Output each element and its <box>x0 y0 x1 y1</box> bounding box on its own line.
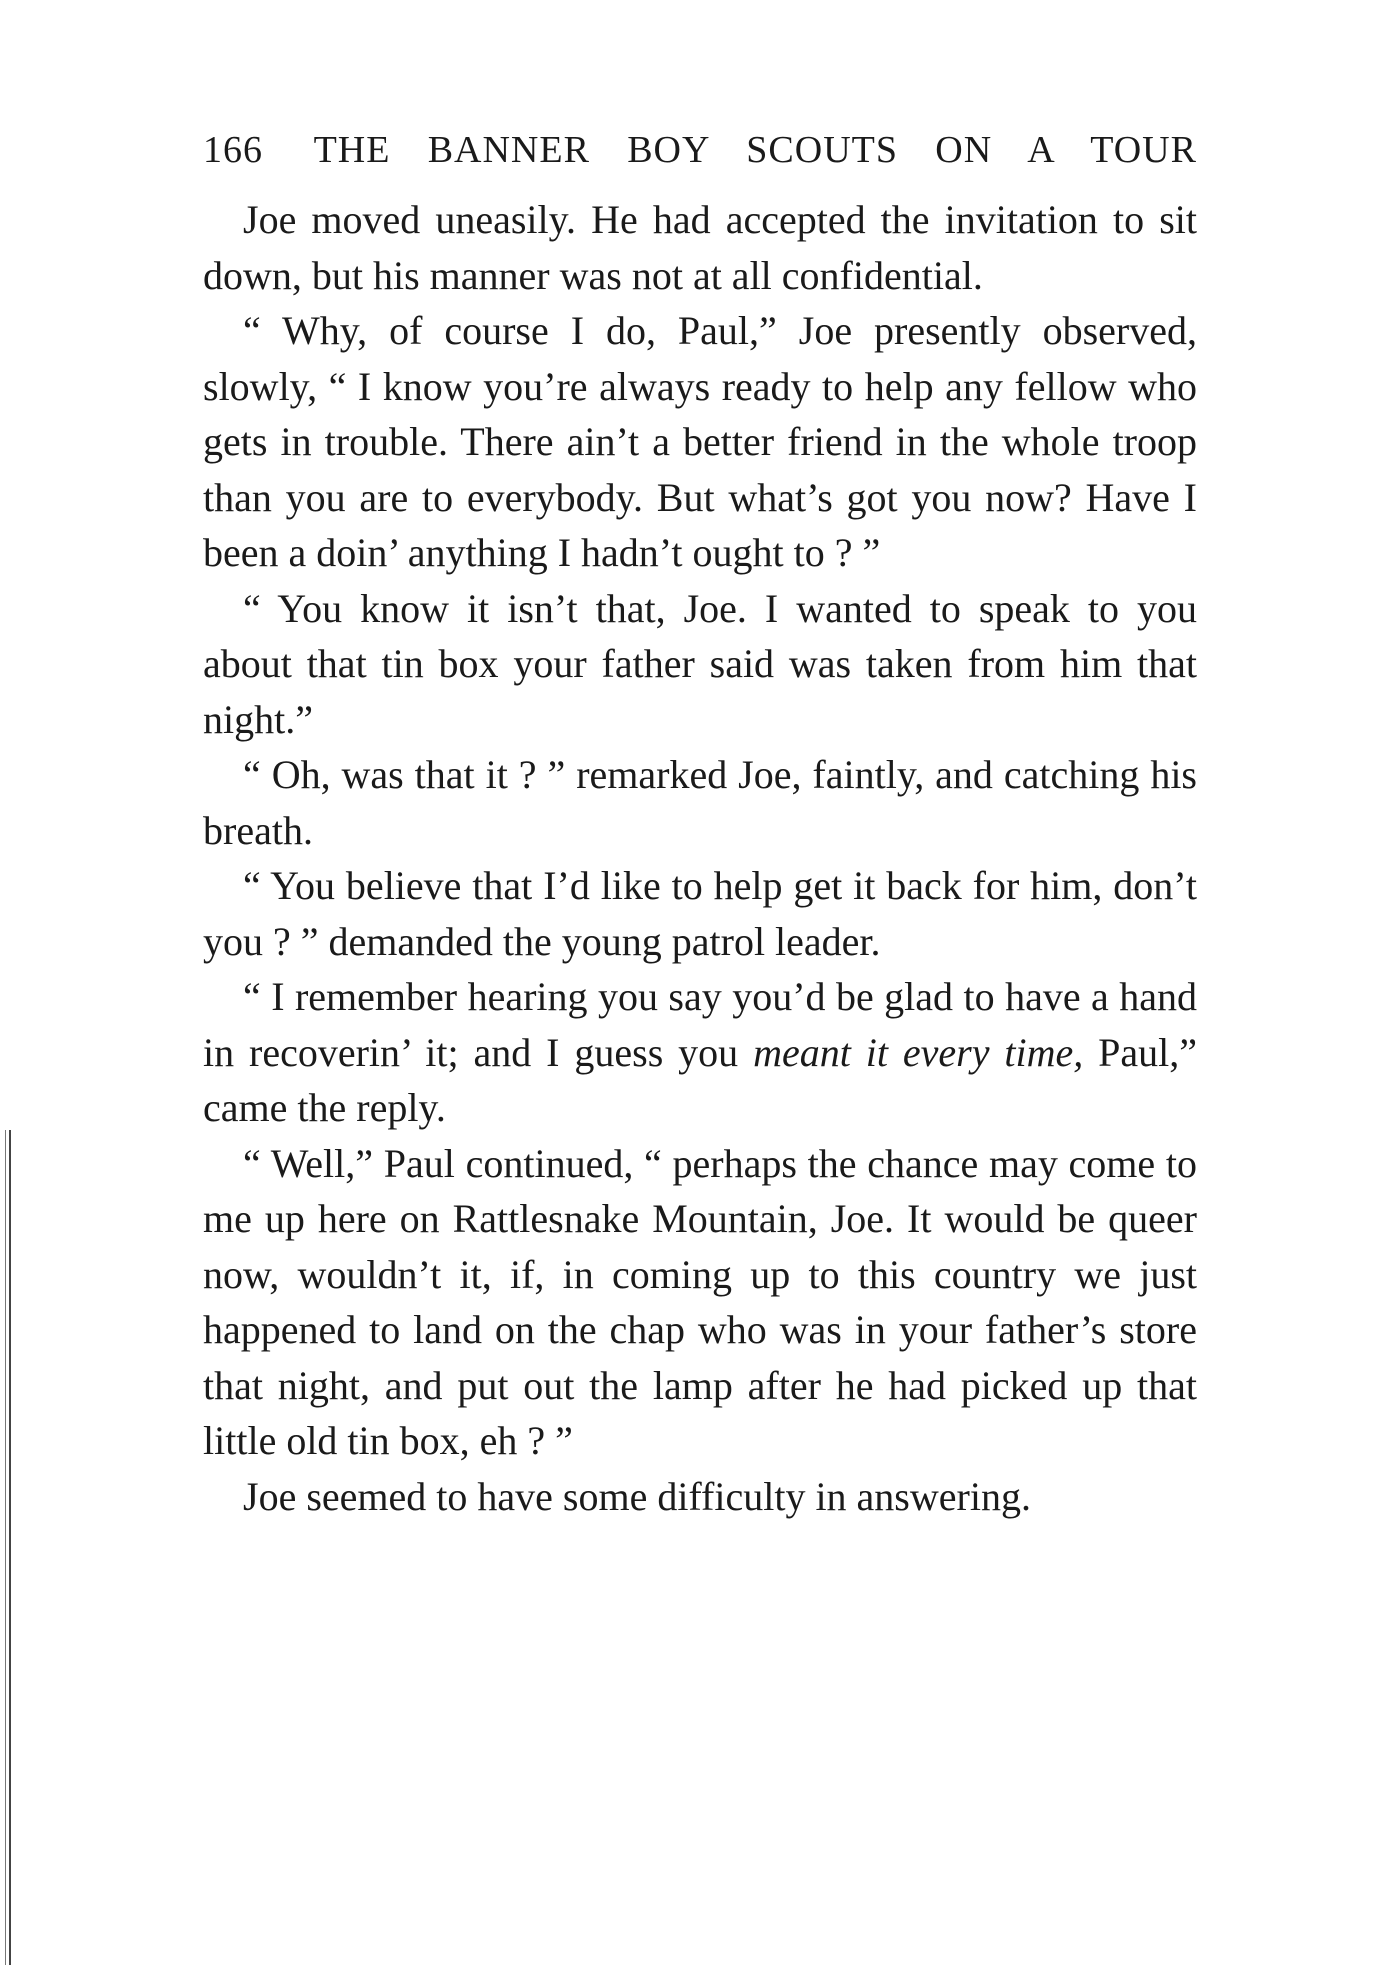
paragraph-6-italic: meant it every time, <box>753 1029 1084 1075</box>
paragraph-6-end: Paul,” came the reply. <box>203 1029 1198 1130</box>
paragraph-5: “ You believe that I’d like to help get it back for him, don’t you ? ” demanded the young patrol leader. <box>203 863 1197 964</box>
paragraph-2: “ Why, of course I do, Paul,” Joe presently observed, slowly, “ I know you’re always ready to help any fellow who gets in trouble. There ain’t a better friend in the whole troop than you are to everybody. But what’s got you now? Have I been a doin’ anything I hadn’t ought to ? ” <box>203 308 1197 575</box>
paragraph-4: “ Oh, was that it ? ” remarked Joe, faintly, and catching his breath. <box>203 752 1197 853</box>
paragraph-8: Joe seemed to have some difficulty in answering. <box>243 1473 1031 1519</box>
paragraph-6 <box>203 969 1197 1136</box>
book-page <box>203 120 1197 1524</box>
book-title: THE BANNER BOY SCOUTS ON A TOUR <box>313 129 1197 171</box>
running-head <box>203 120 1197 180</box>
paragraph-1: Joe moved uneasily. He had accepted the invitation to sit down, but his manner was not at all confidential. <box>203 197 1197 298</box>
paragraph-3: “ You know it isn’t that, Joe. I wanted to speak to you about that tin box your father said was taken from him that night.” <box>203 585 1197 742</box>
paragraph-6-start: “ I remember hearing you say you’d be glad to have a hand in recoverin’ it; and I guess you <box>203 974 1197 1075</box>
page-number: 166 <box>203 129 263 171</box>
paragraph-7: “ Well,” Paul continued, “ perhaps the chance may come to me up here on Rattlesnake Mountain, Joe. It would be queer now, wouldn’t it, if, in coming up to this country we just happened to land on the chap who was in your father’s store that night, and put out the lamp after he had picked up that little old tin box, eh ? ” <box>203 1140 1197 1463</box>
scan-edge <box>0 1130 14 1965</box>
